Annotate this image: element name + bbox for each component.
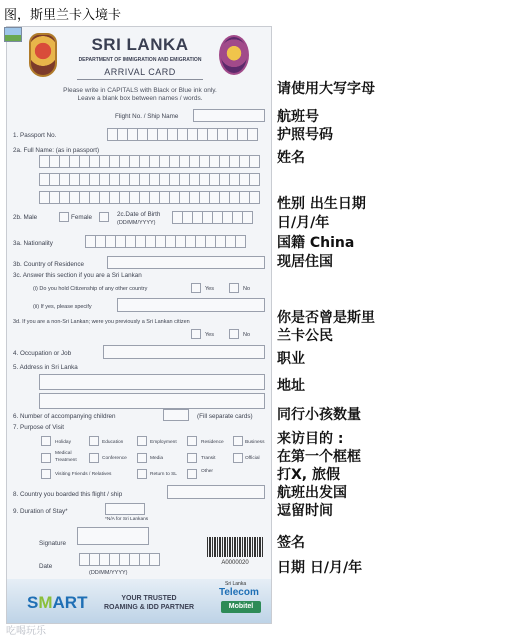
- specify-input[interactable]: [117, 298, 265, 312]
- instruction-line-1: Please write in CAPITALS with Black or Blue ink only.: [63, 87, 217, 94]
- purpose-residence-checkbox[interactable]: [187, 436, 197, 446]
- occupation-input[interactable]: [103, 345, 265, 359]
- occupation-label: 4. Occupation or Job: [13, 350, 72, 357]
- tagline-line-2: ROAMING & IDD PARTNER: [103, 604, 195, 611]
- female-label: Female: [71, 214, 92, 221]
- smart-logo: [27, 593, 87, 613]
- purpose-conference-label: Conference: [102, 456, 127, 461]
- address-label: 5. Address in Sri Lanka: [13, 364, 78, 371]
- note-residence: 现居住国: [277, 254, 333, 270]
- flight-label: Flight No. / Ship Name: [115, 113, 179, 120]
- purpose-education-label: Education: [102, 440, 124, 445]
- boarded-country-input[interactable]: [167, 485, 265, 499]
- stay-note: *N/A for Sri Lankans: [105, 517, 149, 522]
- purpose-residence-label: Residence: [201, 440, 224, 445]
- purpose-label: 7. Purpose of Visit: [13, 424, 64, 431]
- immigration-emblem-icon: [219, 35, 249, 75]
- former-citizen-yes-label: Yes: [205, 332, 214, 338]
- note-purpose-1: 来访目的 :: [277, 431, 344, 447]
- mobitel-logo: Mobitel: [221, 601, 261, 613]
- signature-input[interactable]: [77, 527, 149, 545]
- dual-citizenship-yes-label: Yes: [205, 286, 214, 292]
- note-date: 日期 日/月/年: [277, 560, 363, 576]
- dual-citizenship-label: (i) Do you hold Citizenship of any other country: [33, 286, 148, 292]
- header-divider: [77, 79, 203, 80]
- note-purpose-3: 打X, 旅假: [277, 467, 340, 483]
- purpose-official-label: Official: [245, 456, 260, 461]
- instruction-line-2: Leave a blank box between names / words.: [77, 95, 203, 102]
- female-checkbox[interactable]: [99, 212, 109, 222]
- purpose-other-checkbox[interactable]: [187, 469, 197, 479]
- purpose-employment-checkbox[interactable]: [137, 436, 147, 446]
- smart-logo-rest: ART: [52, 593, 88, 612]
- purpose-visiting-label: Visiting Friends / Relatives: [55, 472, 112, 477]
- date-label: Date: [39, 563, 53, 570]
- tagline-line-1: YOUR TRUSTED: [121, 595, 177, 602]
- flight-input[interactable]: [193, 109, 265, 122]
- date-input[interactable]: [79, 553, 159, 566]
- smart-logo-m: M: [38, 593, 53, 612]
- boarded-country-label: 8. Country you boarded this flight / ship: [13, 491, 123, 498]
- dob-format: (DD/MM/YYYY): [117, 220, 156, 226]
- purpose-holiday-label: Holiday: [55, 440, 71, 445]
- male-checkbox[interactable]: [59, 212, 69, 222]
- full-name-row-1[interactable]: [39, 155, 259, 168]
- purpose-business-label: Business: [245, 440, 265, 445]
- purpose-official-checkbox[interactable]: [233, 453, 243, 463]
- purpose-media-label: Media: [150, 456, 164, 461]
- instructions: [27, 87, 253, 103]
- full-name-row-3[interactable]: [39, 191, 259, 204]
- purpose-medical-checkbox[interactable]: [41, 453, 51, 463]
- telecom-logo: Telecom: [219, 587, 259, 598]
- purpose-employment-label: Employment: [150, 440, 177, 445]
- note-dmy: 日/月/年: [277, 215, 330, 231]
- specify-label: (ii) If yes, please specify: [33, 304, 92, 310]
- note-flight: 航班号: [277, 109, 319, 125]
- image-icon: [4, 27, 22, 42]
- nationality-label: 3a. Nationality: [13, 240, 53, 247]
- note-name: 姓名: [277, 150, 305, 166]
- note-signature: 签名: [277, 535, 305, 551]
- note-children: 同行小孩数量: [277, 407, 361, 423]
- serial-number: A0000020: [221, 560, 249, 566]
- note-capitals: 请使用大写字母: [277, 81, 375, 97]
- address-input-line-1[interactable]: [39, 374, 265, 390]
- purpose-medical-label: Medical: [55, 451, 72, 456]
- children-label: 6. Number of accompanying children: [13, 413, 116, 420]
- note-occupation: 职业: [277, 351, 305, 367]
- note-stay: 逗留时间: [277, 503, 333, 519]
- purpose-holiday-checkbox[interactable]: [41, 436, 51, 446]
- former-citizen-no-checkbox[interactable]: [229, 329, 239, 339]
- department-name: DEPARTMENT OF IMMIGRATION AND EMIGRATION: [78, 57, 202, 63]
- dob-input[interactable]: [172, 211, 252, 224]
- stay-duration-label: 9. Duration of Stay*: [13, 508, 68, 515]
- former-citizen-no-label: No: [243, 332, 251, 338]
- purpose-transit-checkbox[interactable]: [187, 453, 197, 463]
- purpose-return-checkbox[interactable]: [137, 469, 147, 479]
- dual-citizenship-no-checkbox[interactable]: [229, 283, 239, 293]
- sri-lankan-section-label: 3c. Answer this section if you are a Sri Lankan: [13, 272, 142, 279]
- note-purpose-2: 在第一个框框: [277, 449, 361, 465]
- note-address: 地址: [277, 378, 305, 394]
- purpose-media-checkbox[interactable]: [137, 453, 147, 463]
- signature-label: Signature: [39, 540, 66, 547]
- note-boarded: 航班出发国: [277, 485, 347, 501]
- sri-lanka-emblem-icon: [29, 33, 57, 77]
- residence-label: 3b. Country of Residence: [13, 261, 85, 268]
- dual-citizenship-no-label: No: [243, 286, 251, 292]
- page-caption: 图，斯里兰卡入境卡: [4, 8, 122, 23]
- note-former-citizen-1: 你是否曾是斯里: [277, 310, 375, 326]
- purpose-conference-checkbox[interactable]: [89, 453, 99, 463]
- purpose-return-label: Return to SL: [150, 472, 177, 477]
- dual-citizenship-yes-checkbox[interactable]: [191, 283, 201, 293]
- children-note: (Fill separate cards): [197, 413, 253, 420]
- arrival-card: [6, 26, 272, 624]
- smart-logo-s: S: [27, 593, 39, 612]
- nationality-input[interactable]: [85, 235, 245, 248]
- passport-input[interactable]: [107, 128, 257, 141]
- card-title: SRI LANKA: [91, 35, 189, 54]
- telecom-top-label: Sri Lanka: [225, 581, 247, 587]
- barcode: [207, 537, 263, 557]
- banner-tagline: [103, 594, 195, 612]
- note-former-citizen-2: 兰卡公民: [277, 328, 333, 344]
- watermark: 吃喝玩乐: [6, 626, 46, 637]
- note-nationality: 国籍 China: [277, 235, 355, 251]
- purpose-education-checkbox[interactable]: [89, 436, 99, 446]
- children-input[interactable]: [163, 409, 189, 421]
- form-name: ARRIVAL CARD: [104, 67, 176, 77]
- residence-input[interactable]: [107, 256, 265, 269]
- purpose-visiting-checkbox[interactable]: [41, 469, 51, 479]
- purpose-business-checkbox[interactable]: [233, 436, 243, 446]
- date-format: (DD/MM/YYYY): [89, 570, 128, 576]
- address-input-line-2[interactable]: [39, 393, 265, 409]
- former-citizen-label: 3d. If you are a non-Sri Lankan; were you previously a Sri Lankan citizen: [13, 319, 190, 325]
- purpose-transit-label: Transit: [201, 456, 216, 461]
- passport-label: 1. Passport No.: [13, 132, 57, 139]
- note-sex-dob: 性别 出生日期: [277, 196, 366, 212]
- dob-label: 2c.Date of Birth: [117, 211, 161, 218]
- full-name-row-2[interactable]: [39, 173, 259, 186]
- purpose-treatment-label: Treatment: [55, 458, 77, 463]
- purpose-other-label: Other: [201, 469, 213, 474]
- former-citizen-yes-checkbox[interactable]: [191, 329, 201, 339]
- full-name-label: 2a. Full Name: (as in passport): [13, 147, 100, 154]
- stay-duration-input[interactable]: [105, 503, 145, 515]
- note-passport: 护照号码: [277, 127, 333, 143]
- male-label: 2b. Male: [13, 214, 38, 221]
